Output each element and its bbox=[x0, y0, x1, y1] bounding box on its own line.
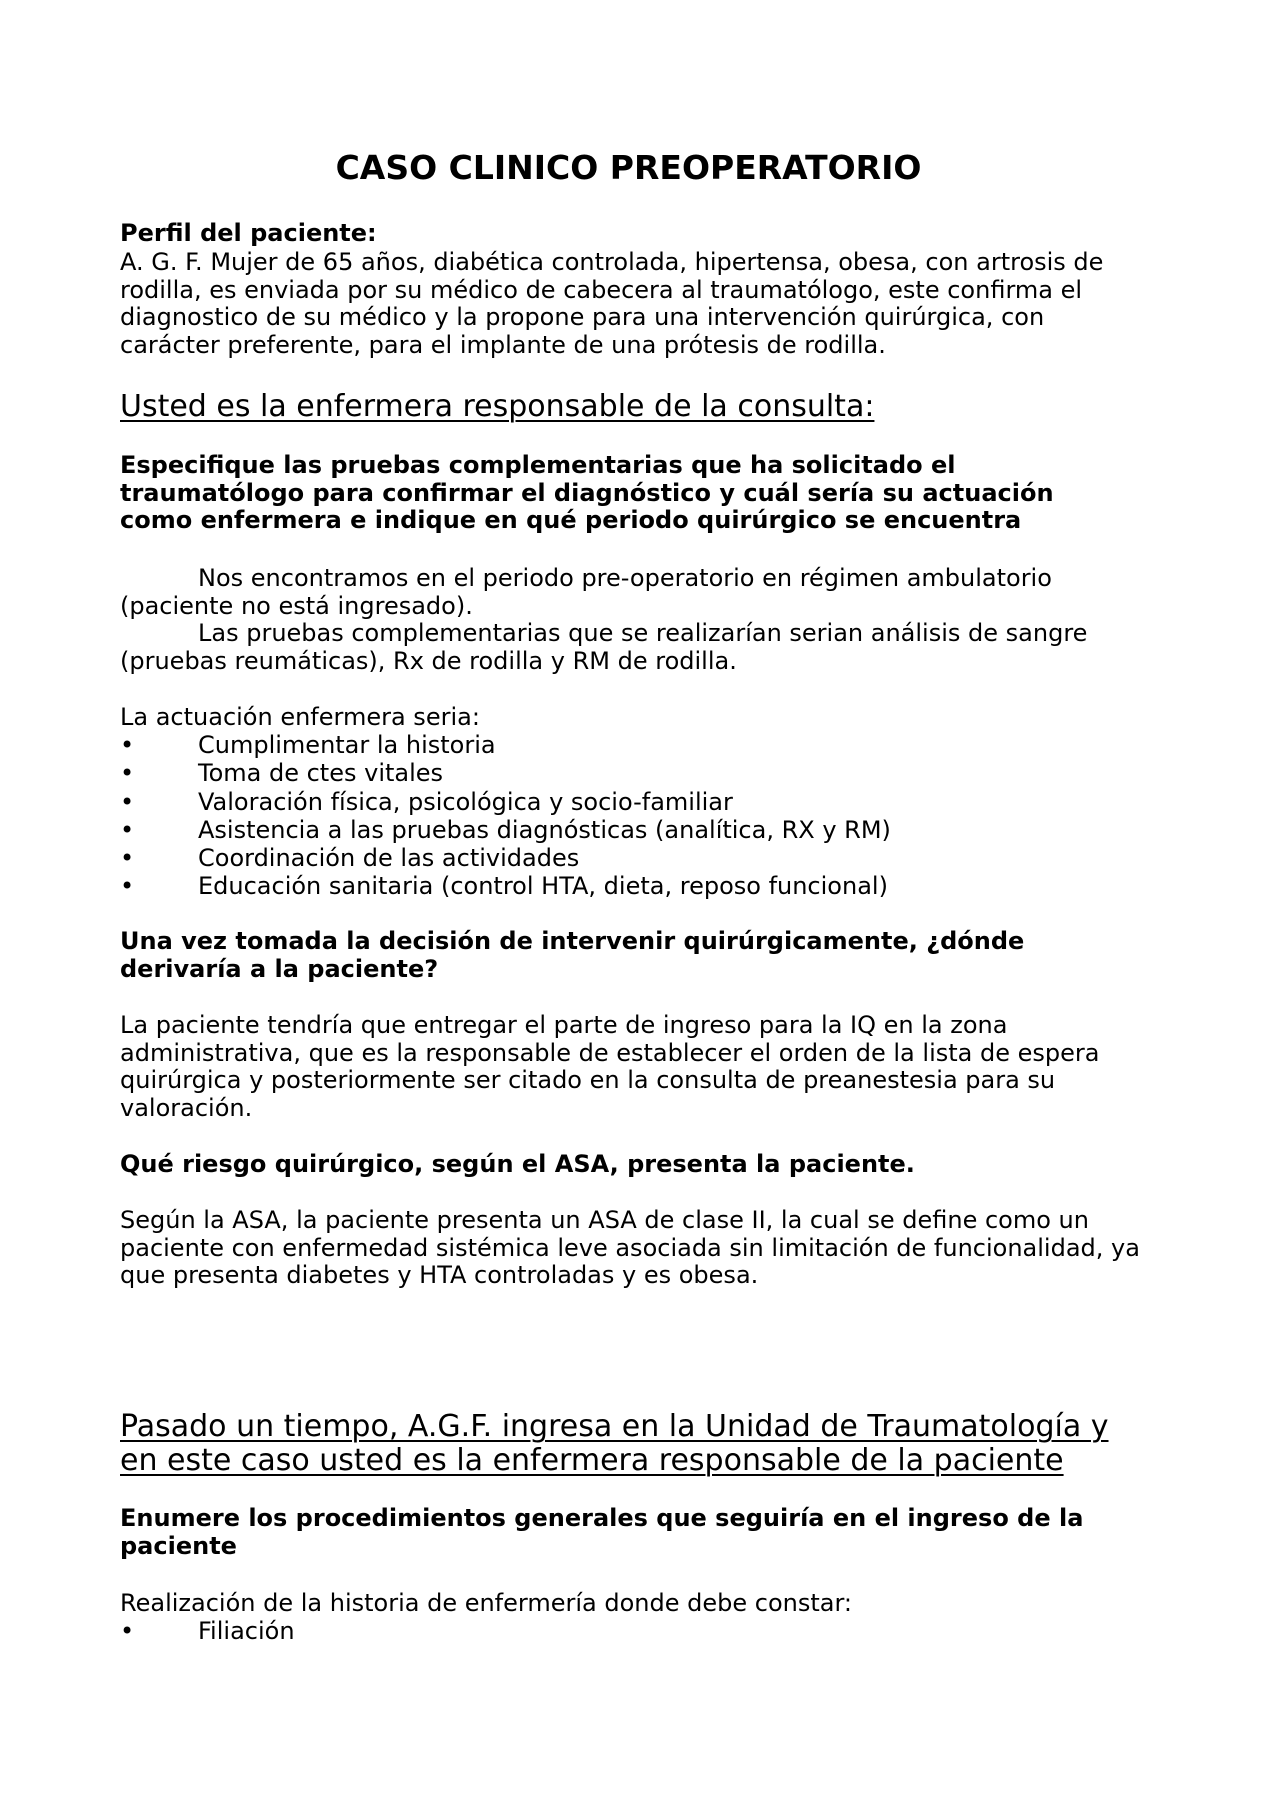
profile-text: A. G. F. Mujer de 65 años, diabética controlada, hipertensa, obesa, con artrosis de rodilla, es enviada por su médico de cabecera al traumatólogo, este confirma el diagnostico de su médico y la propone para una intervención quirúrgica, con carácter preferente, para el implante de una prótesis de rodilla. bbox=[120, 248, 1104, 360]
page-title: CASO CLINICO PREOPERATORIO bbox=[335, 148, 922, 187]
actuacion-list bbox=[120, 732, 891, 902]
bullet: • bbox=[120, 731, 135, 759]
ingreso-intro: Realización de la historia de enfermería donde debe constar: bbox=[120, 1589, 852, 1617]
list-item-text: Toma de ctes vitales bbox=[198, 759, 444, 788]
list-item bbox=[120, 789, 891, 817]
question-ingreso: Enumere los procedimientos generales que seguiría en el ingreso de la paciente bbox=[120, 1504, 1084, 1560]
list-item bbox=[120, 817, 891, 845]
list-item bbox=[120, 845, 891, 873]
answer-derivacion: La paciente tendría que entregar el parte de ingreso para la IQ en la zona administrativa, que es la responsable de establecer el orden de la lista de espera quirúrgica y posteriormente ser citado en la consulta de preanestesia para su valoración. bbox=[120, 1011, 1100, 1123]
list-item-text: Cumplimentar la historia bbox=[198, 731, 496, 759]
section2-heading: Pasado un tiempo, A.G.F. ingresa en la Unidad de Traumatología y en este caso usted es la enfermera responsable de la paciente bbox=[120, 1409, 1109, 1478]
bullet: • bbox=[120, 759, 135, 788]
question-pruebas: Especifique las pruebas complementarias que ha solicitado el traumatólogo para confirmar el diagnóstico y cuál sería su actuación como enfermera e indique en qué periodo quirúrgico se encuentra bbox=[120, 451, 1054, 535]
section1-heading: Usted es la enfermera responsable de la consulta: bbox=[120, 389, 875, 424]
question-asa: Qué riesgo quirúrgico, según el ASA, presenta la paciente. bbox=[120, 1150, 915, 1178]
answer-periodo: Nos encontramos en el periodo pre-operatorio en régimen ambulatorio (paciente no está ingresado). bbox=[120, 564, 1052, 620]
list-item bbox=[120, 760, 891, 788]
list-item-text: Filiación bbox=[198, 1617, 295, 1645]
ingreso-list bbox=[120, 1618, 295, 1646]
answer-asa: Según la ASA, la paciente presenta un ASA de clase II, la cual se define como un paciente con enfermedad sistémica leve asociada sin limitación de funcionalidad, ya que presenta diabetes y HTA controladas y es obesa. bbox=[120, 1206, 1140, 1290]
question-derivacion: Una vez tomada la decisión de intervenir quirúrgicamente, ¿dónde derivaría a la paciente? bbox=[120, 927, 1025, 983]
list-item-text: Educación sanitaria (control HTA, dieta, reposo funcional) bbox=[198, 872, 888, 901]
bullet: • bbox=[120, 787, 135, 816]
bullet: • bbox=[120, 1617, 135, 1645]
bullet: • bbox=[120, 844, 135, 873]
list-item-text: Valoración física, psicológica y socio-familiar bbox=[198, 787, 733, 816]
list-item-text: Asistencia a las pruebas diagnósticas (analítica, RX y RM) bbox=[198, 815, 891, 844]
list-item-text: Coordinación de las actividades bbox=[198, 844, 580, 873]
actuacion-intro: La actuación enfermera seria: bbox=[120, 703, 480, 731]
profile-label: Perfil del paciente: bbox=[120, 219, 377, 247]
list-item bbox=[120, 1618, 295, 1646]
list-item bbox=[120, 873, 891, 901]
list-item bbox=[120, 732, 891, 760]
bullet: • bbox=[120, 872, 135, 901]
answer-pruebas: Las pruebas complementarias que se realizarían serian análisis de sangre (pruebas reumáticas), Rx de rodilla y RM de rodilla. bbox=[120, 619, 1088, 675]
bullet: • bbox=[120, 815, 135, 844]
